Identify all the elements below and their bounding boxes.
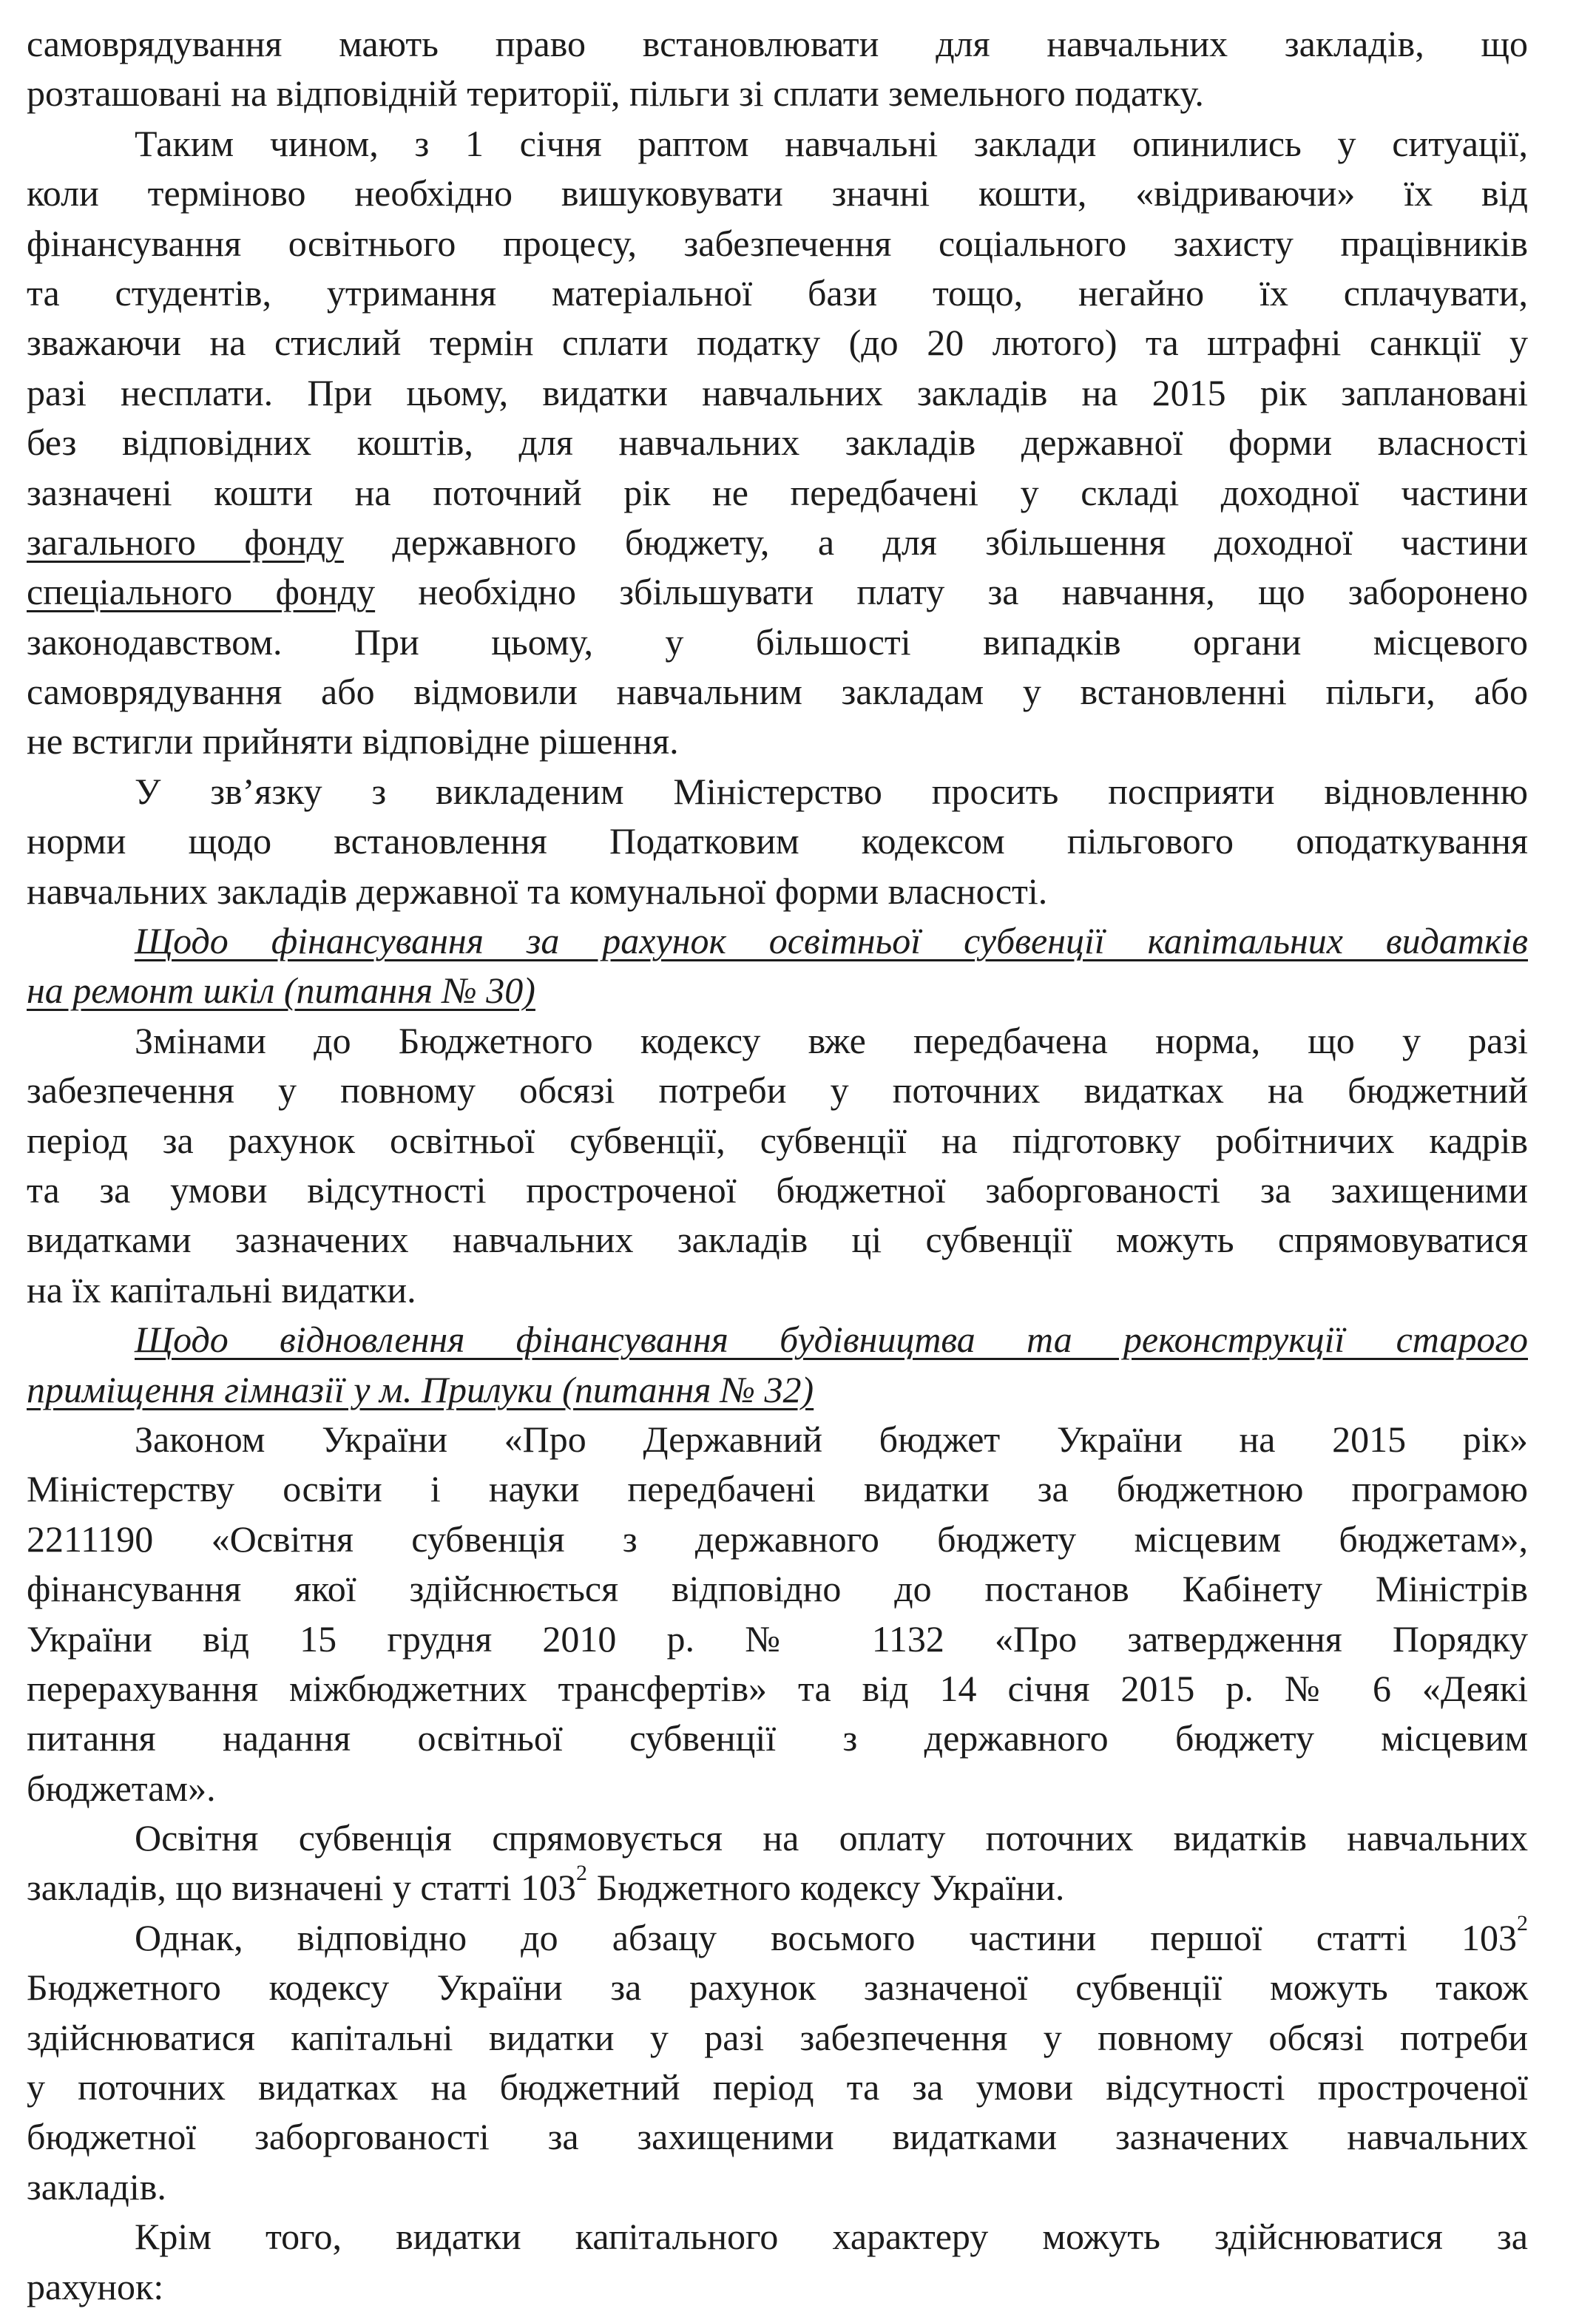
paragraph xyxy=(27,767,1528,916)
text-line: самоврядування або відмовили навчальним закладам у встановленні пільги, або xyxy=(27,671,1528,713)
text-line: фінансування якої здійснюється відповідно до постанов Кабінету Міністрів xyxy=(27,1568,1528,1610)
text-line: України від 15 грудня 2010 р. № 1132 «Про затвердження Порядку xyxy=(27,1617,1528,1660)
text-line: коли терміново необхідно вишуковувати значні кошти, «відриваючи» їх від xyxy=(27,172,1528,214)
paragraph xyxy=(27,119,1528,767)
text-line xyxy=(27,518,1528,567)
text-line: Таким чином, з 1 січня раптом навчальні заклади опинились у ситуації, xyxy=(135,122,1528,164)
text-line: бюджетної заборгованості за захищеними видатками зазначених навчальних xyxy=(27,2116,1528,2158)
text-line: Міністерству освіти і науки передбачені видатки за бюджетною програмою xyxy=(27,1468,1528,1510)
text-line: питання надання освітньої субвенції з державного бюджету місцевим xyxy=(27,1717,1528,1759)
text-segment: Бюджетного кодексу України. xyxy=(587,1867,1065,1909)
text-segment: державного бюджету, а для збільшення доходної частини xyxy=(343,521,1528,563)
text-line: без відповідних коштів, для навчальних закладів державної форми власності xyxy=(27,422,1528,464)
text-segment: Однак, відповідно до абзацу восьмого частини першої статті 103 xyxy=(135,1916,1517,1958)
text-line: Крім того, видатки капітального характеру можуть здійснюватися за xyxy=(135,2216,1528,2258)
underlined-text: спеціального фонду xyxy=(27,571,376,613)
text-line: законодавством. При цьому, у більшості випадків органи місцевого xyxy=(27,620,1528,663)
text-line: Законом України «Про Державний бюджет України на 2015 рік» xyxy=(135,1418,1528,1460)
paragraph xyxy=(27,2212,1528,2312)
superscript: 2 xyxy=(576,1861,588,1886)
text-line: Бюджетного кодексу України за рахунок зазначеної субвенції можуть також xyxy=(27,1966,1528,2009)
text-line: Освітня субвенція спрямовується на оплату поточних видатків навчальних xyxy=(135,1817,1528,1859)
text-line: разі несплати. При цьому, видатки навчальних закладів на 2015 рік заплановані xyxy=(27,371,1528,413)
text-line: У зв’язку з викладеним Міністерство просить посприяти відновленню xyxy=(135,770,1528,812)
section-heading xyxy=(27,1315,1528,1415)
text-line: видатками зазначених навчальних закладів ці субвенції можуть спрямовуватися xyxy=(27,1219,1528,1261)
text-line: самоврядування мають право встановлювати для навчальних закладів, що xyxy=(27,23,1528,64)
text-line: Щодо відновлення фінансування будівництва та реконструкції старого xyxy=(135,1319,1528,1361)
text-line: норми щодо встановлення Податковим кодексом пільгового оподаткування xyxy=(27,820,1528,862)
text-line: та за умови відсутності простроченої бюджетної заборгованості за захищеними xyxy=(27,1169,1528,1211)
text-line: закладів. xyxy=(27,2165,166,2208)
text-line: розташовані на відповідній території, пільги зі сплати земельного податку. xyxy=(27,72,1204,115)
text-line: на їх капітальні видатки. xyxy=(27,1268,416,1311)
text-line: фінансування освітнього процесу, забезпечення соціального захисту працівників xyxy=(27,222,1528,264)
text-line: період за рахунок освітньої субвенції, субвенції на підготовку робітничих кадрів xyxy=(27,1119,1528,1161)
underlined-text: загального фонду xyxy=(27,521,344,563)
superscript: 2 xyxy=(1517,1910,1528,1935)
paragraph xyxy=(27,19,1528,119)
text-line: рахунок: xyxy=(27,2265,164,2307)
paragraph xyxy=(27,1016,1528,1315)
text-line: зазначені кошти на поточний рік не передбачені у складі доходної частини xyxy=(27,471,1528,513)
section-heading xyxy=(27,916,1528,1016)
text-line: здійснюватися капітальні видатки у разі забезпечення у повному обсязі потреби xyxy=(27,2016,1528,2058)
paragraph xyxy=(27,1415,1528,1813)
text-line: та студентів, утримання матеріальної бази тощо, негайно їх сплачувати, xyxy=(27,271,1528,314)
text-line xyxy=(27,1863,1528,1913)
document-page xyxy=(27,19,1528,2312)
text-line: навчальних закладів державної та комунальної форми власності. xyxy=(27,870,1048,912)
text-line: Щодо фінансування за рахунок освітньої субвенції капітальних видатків xyxy=(135,920,1528,962)
text-line: у поточних видатках на бюджетний період та за умови відсутності простроченої xyxy=(27,2066,1528,2108)
text-line xyxy=(27,567,1528,617)
text-line: бюджетам». xyxy=(27,1767,216,1809)
text-line: забезпечення у повному обсязі потреби у поточних видатках на бюджетний xyxy=(27,1069,1528,1112)
text-line: приміщення гімназії у м. Прилуки (питання № 32) xyxy=(27,1368,814,1410)
text-line: перерахування міжбюджетних трансфертів» та від 14 січня 2015 р. № 6 «Деякі xyxy=(27,1667,1528,1709)
text-line: на ремонт шкіл (питання № 30) xyxy=(27,970,535,1012)
paragraph xyxy=(27,1910,1528,2212)
text-line: 2211190 «Освітня субвенція з державного бюджету місцевим бюджетам», xyxy=(27,1518,1528,1560)
paragraph xyxy=(27,1813,1528,1913)
text-line: Змінами до Бюджетного кодексу вже передбачена норма, що у разі xyxy=(135,1019,1528,1061)
text-segment: необхідно збільшувати плату за навчання, що заборонено xyxy=(375,571,1528,613)
text-line: не встигли прийняти відповідне рішення. xyxy=(27,720,679,762)
text-line xyxy=(27,1910,1528,1963)
text-segment: закладів, що визначені у статті 103 xyxy=(27,1867,577,1909)
text-line: зважаючи на стислий термін сплати податку (до 20 лютого) та штрафні санкції у xyxy=(27,322,1528,364)
